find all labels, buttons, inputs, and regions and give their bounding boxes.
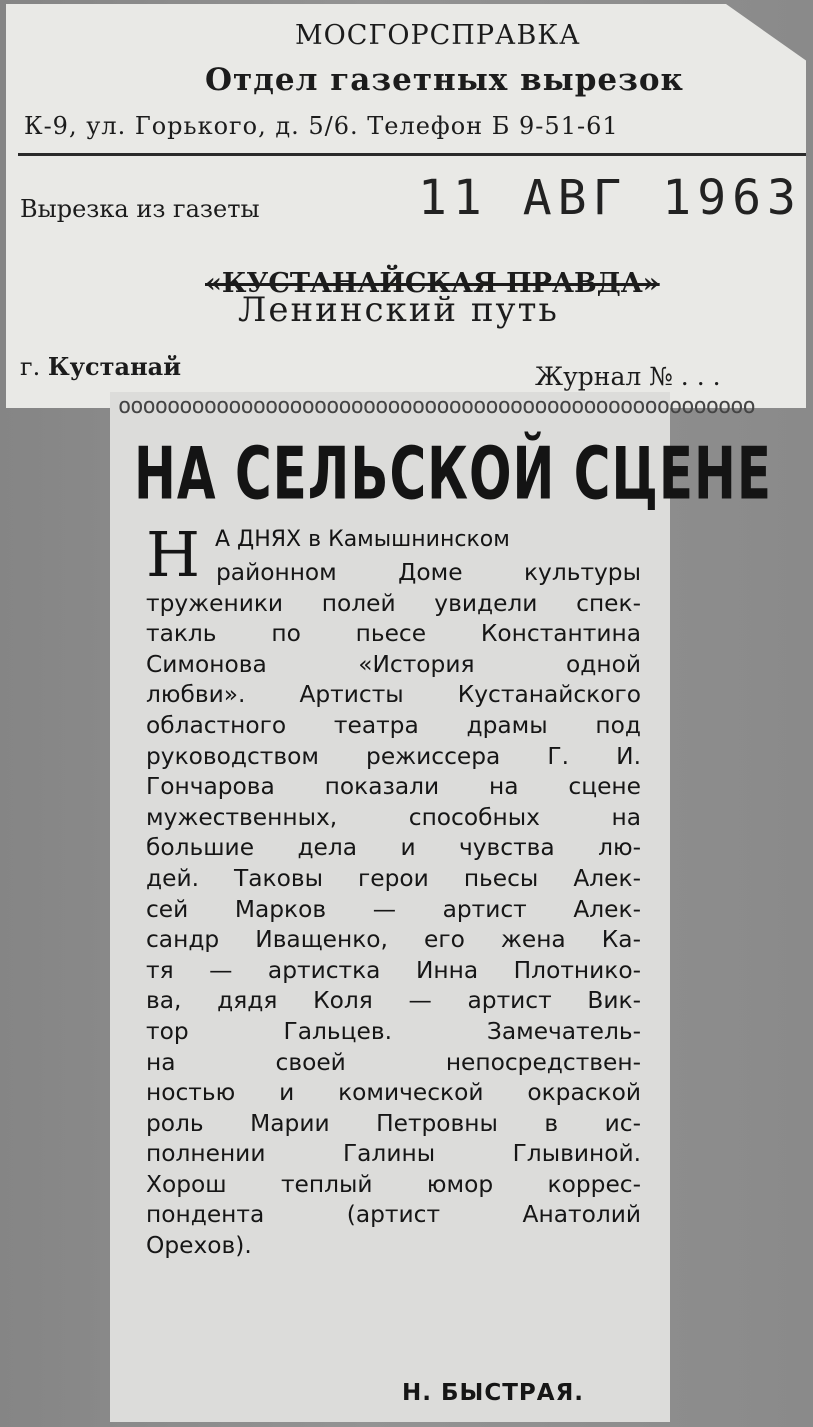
border-ornament: oooooooooooooooooooooooooooooooooooooooooooooooooooo	[118, 394, 755, 419]
newspaper-printed-name: «КУСТАНАЙСКАЯ ПРАВДА»	[205, 268, 660, 299]
article-body	[146, 558, 641, 1262]
article-line: сандр Иващенко, его жена Ка-	[146, 926, 641, 954]
article-line: руководством режиссера Г. И.	[146, 742, 641, 770]
date-stamp: 11 АВГ 1963	[418, 170, 802, 226]
article-line: большие дела и чувства лю-	[146, 834, 641, 862]
article-line: Симонова «История одной	[146, 650, 641, 678]
article-line: ностью и комической окраской	[146, 1079, 641, 1107]
divider	[18, 153, 806, 156]
newspaper-stamped-name: Ленинский путь	[238, 290, 559, 330]
article-lead: А ДНЯХ в Камышнинском	[215, 527, 510, 552]
article-line: сей Марков — артист Алек-	[146, 895, 641, 923]
article-line: областного театра драмы под	[146, 711, 641, 739]
article-line: на своей непосредствен-	[146, 1048, 641, 1076]
drop-cap: Н	[146, 518, 201, 591]
article-line: тор Гальцев. Замечатель-	[146, 1017, 641, 1045]
city-line	[20, 352, 181, 381]
article-line: такль по пьесе Константина	[146, 620, 641, 648]
article-line: ва, дядя Коля — артист Вик-	[146, 987, 641, 1015]
article-line: роль Марии Петровны в ис-	[146, 1109, 641, 1137]
article-title: НА СЕЛЬСКОЙ СЦЕНЕ	[134, 432, 772, 517]
article-line: труженики полей увидели спек-	[146, 589, 641, 617]
article-line: пондента (артист Анатолий	[146, 1201, 641, 1229]
clipping-label: Вырезка из газеты	[20, 195, 260, 223]
city-prefix: г.	[20, 353, 41, 381]
department-name: Отдел газетных вырезок	[205, 62, 684, 98]
article-line: мужественных, способных на	[146, 803, 641, 831]
journal-label: Журнал № . . .	[535, 362, 721, 391]
article-line: районном Доме культуры	[216, 559, 641, 586]
article-line: любви». Артисты Кустанайского	[146, 681, 641, 709]
org-name: МОСГОРСПРАВКА	[295, 20, 581, 51]
article-line: полнении Галины Глывиной.	[146, 1140, 641, 1168]
address-line: К-9, ул. Горького, д. 5/6. Телефон Б 9-51-61	[24, 112, 619, 140]
article-line: Хорош теплый юмор коррес-	[146, 1170, 641, 1198]
article-line: дей. Таковы герои пьесы Алек-	[146, 864, 641, 892]
article-line: Орехов).	[146, 1232, 252, 1260]
city-name: Кустанай	[47, 352, 181, 381]
article-author: Н. БЫСТРАЯ.	[402, 1380, 585, 1406]
article-line: Гончарова показали на сцене	[146, 773, 641, 801]
article-line: тя — артистка Инна Плотнико-	[146, 956, 641, 984]
